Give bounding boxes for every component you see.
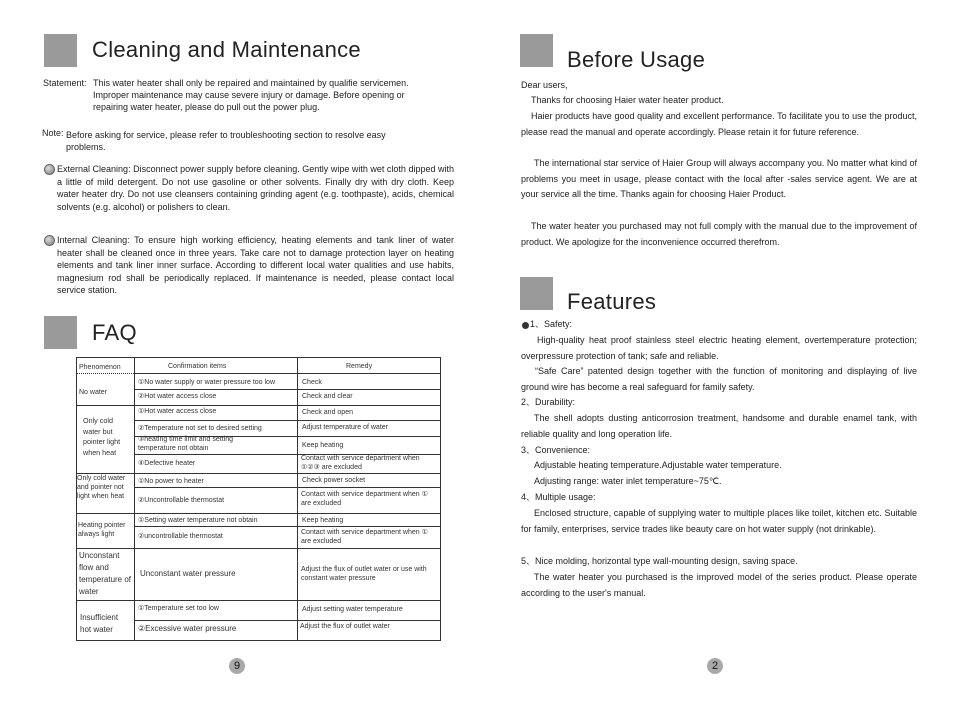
faq-remedy: Adjust the flux of outlet water	[300, 623, 390, 630]
faq-header-phenomenon: Phenomenon	[79, 364, 121, 371]
faq-header-remedy: Remedy	[346, 363, 373, 370]
before-usage-title: Before Usage	[567, 47, 706, 72]
faq-remedy: Check power socket	[302, 477, 366, 484]
safety-bullet-icon	[522, 322, 529, 329]
faq-item: ①Hot water access close	[138, 408, 217, 415]
faq-item: ①No water supply or water pressure too low	[138, 379, 275, 386]
external-cleaning-text: External Cleaning: Disconnect power supply before cleaning. Gently wipe with wet cloth dipped with a little of mild detergent. Do not use gasoline or other solvents. Finally dry with dry cloth. Keep water heater dry. Do not use cleansers containing grinding agent (e.g. toothpaste), acids, chemical solvents (e.g. alcohol) or polishers to clean.	[57, 164, 454, 212]
design-heading: 5、Nice molding, horizontal type wall-mounting design, saving space.	[521, 556, 798, 566]
faq-item: ②uncontrollable thermostat	[138, 533, 223, 540]
faq-remedy: Contact with service department when ①②③ are excluded	[301, 455, 420, 471]
right-page-number: 2	[707, 658, 723, 674]
faq-remedy: Adjust temperature of water	[302, 424, 388, 431]
safety-para-2: “Safe Care” patented design together with the function of monitoring and displaying of live ground wire has become a real safeguard for family safety.	[521, 366, 917, 392]
before-usage-para-2: Haier products have good quality and excellent performance. To facilitate you to use the product, please read the manual and operate accordingly. Please retain it for future reference.	[521, 111, 917, 137]
faq-item: ②Hot water access close	[138, 393, 217, 400]
faq-remedy: Check	[302, 379, 322, 386]
note-line-1: Before asking for service, please refer to troubleshooting section to resolve easy	[66, 130, 386, 140]
faq-phenomenon: No water	[79, 389, 108, 396]
before-usage-para-3: The international star service of Haier Group will always accompany you. No matter what kind of problems you meet in usage, please contact with the local after -sales service agent. We are at your service all the time. Thanks again for choosing Haier Product.	[521, 158, 917, 200]
faq-section-marker	[44, 316, 77, 349]
faq-remedy: Adjust the flux of outlet water or use with constant water pressure	[301, 566, 427, 582]
faq-table	[76, 357, 441, 640]
faq-item: ④Defective heater	[138, 460, 196, 467]
before-usage-para-4: The water heater you purchased may not full comply with the manual due to the improvement of product. We apologize for the inconvenience occurred therefrom.	[521, 221, 917, 247]
external-bullet-icon	[44, 164, 55, 175]
before-usage-para-1: Thanks for choosing Haier water heater product.	[531, 95, 724, 105]
usage-para: Enclosed structure, capable of supplying water to multiple places like toilet, kitchen etc. Suitable for family, enterprises, service trades like beauty care on hot water supply (not drinkable).	[521, 508, 917, 534]
note-line-2: problems.	[66, 142, 106, 152]
faq-item: ①No power to heater	[138, 478, 204, 485]
faq-remedy: Keep heating	[302, 442, 344, 449]
faq-phenomenon: Only cold water and pointer not light when heat	[77, 475, 126, 500]
statement-label: Statement:	[43, 78, 87, 88]
faq-phenomenon: Unconstant flow and temperature of water	[79, 551, 132, 596]
faq-item: ①Setting water temperature not obtain	[138, 517, 258, 524]
faq-item: ①Temperature set too low	[138, 605, 219, 612]
faq-remedy: Keep heating	[302, 517, 344, 524]
convenience-para-1: Adjustable heating temperature.Adjustable water temperature.	[534, 460, 782, 470]
faq-remedy: Contact with service department when ① are excluded	[301, 491, 428, 507]
convenience-heading: 3、Convenience:	[521, 445, 591, 455]
faq-phenomenon: Heating pointer always light	[78, 522, 126, 538]
statement-line-1: This water heater shall only be repaired and maintained by qualifie servicemen.	[93, 78, 409, 88]
closing-para: The water heater you purchased is the improved model of the series product. Please operate according to the user's manual.	[521, 572, 917, 598]
left-page-number: 9	[229, 658, 245, 674]
note-label: Note:	[42, 128, 64, 138]
statement-line-2: Improper maintenance may cause severe injury or damage. Before opening or	[93, 90, 405, 100]
safety-para-1: High-quality heat proof stainless steel electric heating element, overtemperature protection; overpressure protection of tank; safe and reliable.	[521, 335, 917, 361]
faq-item: ②Excessive water pressure	[138, 624, 237, 633]
internal-bullet-icon	[44, 235, 55, 246]
faq-phenomenon: Insufficient hot water	[80, 613, 119, 634]
faq-remedy: Adjust setting water temperature	[302, 606, 403, 613]
convenience-para-2: Adjusting range: water inlet temperature~75℃.	[534, 476, 722, 486]
cleaning-title: Cleaning and Maintenance	[92, 37, 361, 62]
statement-line-3: repairing water heater, please do pull out the power plug.	[93, 102, 320, 112]
faq-phenomenon: Only cold water but pointer light when heat	[83, 416, 121, 457]
faq-header-confirmation: Confirmation items	[168, 363, 227, 370]
usage-heading: 4、Multiple usage:	[521, 492, 596, 502]
features-title: Features	[567, 289, 657, 314]
internal-cleaning-text: Internal Cleaning: To ensure high working efficiency, heating elements and tank liner of water heater shall be cleaned once in three years. Take care not to damage protection layer on heating elements and tank liner inner surface. According to different local water qualities and use habits, magnesium rod shall be periodically replaced. If maintenance is needed, please contact local service station.	[57, 235, 454, 295]
before-usage-marker	[520, 34, 553, 67]
features-marker	[520, 277, 553, 310]
faq-remedy: Check and open	[302, 409, 353, 416]
faq-item: ③heating time limit and setting temperature not obtain	[138, 436, 233, 452]
faq-title: FAQ	[92, 320, 137, 345]
faq-item: ②Temperature not set to desired setting	[138, 425, 262, 432]
faq-item: Unconstant water pressure	[140, 569, 236, 578]
durability-para: The shell adopts dusting anticorrosion treatment, handsome and durable enamel tank, with reliable quality and long operation life.	[521, 413, 917, 439]
greeting: Dear users,	[521, 80, 568, 90]
durability-heading: 2、Durability:	[521, 397, 576, 407]
faq-item: ②Uncontrollable thermostat	[138, 497, 225, 504]
faq-remedy: Check and clear	[302, 393, 353, 400]
safety-heading: 1、Safety:	[530, 319, 573, 329]
cleaning-section-marker	[44, 34, 77, 67]
faq-remedy: Contact with service department when ① are excluded	[301, 529, 428, 545]
